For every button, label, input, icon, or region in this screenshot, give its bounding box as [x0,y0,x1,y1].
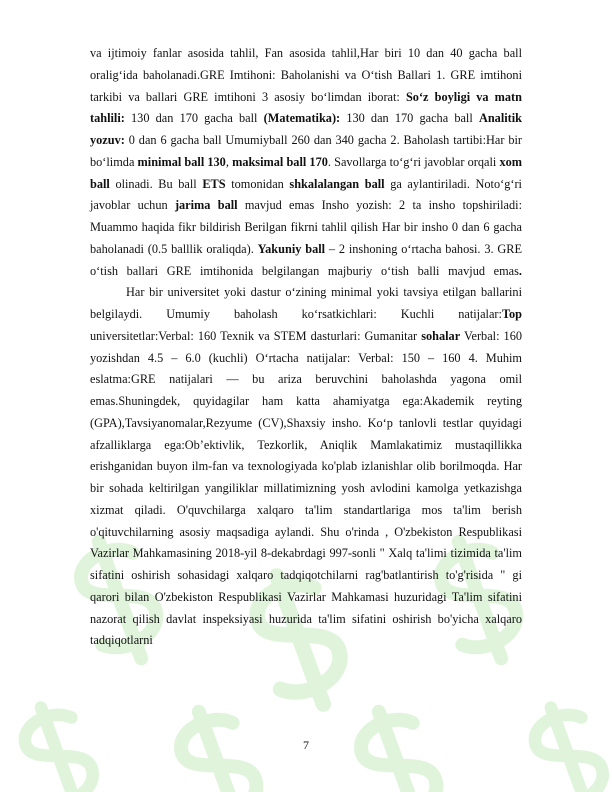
bold-text: xom ball [90,154,523,191]
text-run: va ijtimoiy fanlar asosida tahlil, Fan asosida tahlil,Har biri 10 dan 40 gacha ball oralig‘ida baholanadi.GRE Imtihoni: Baholanishi va O‘tish Ballari 1. GRE imtihoni tarkibi va ballari GRE imtihoni 3 asosiy bo‘limdan iborat: [90,46,522,104]
text-run: . Savollarga to‘g‘ri javoblar orqali [327,154,500,169]
text-run: , [225,154,233,169]
bold-text: minimal ball 130 [137,154,226,169]
bold-text: Top [501,307,522,321]
text-run: Verbal: 160 yozishdan 4.5 – 6.0 (kuchli) O‘rtacha natijalar: Verbal: 150 – 160 4. Muhim eslatma:GRE natijalari — bu ariza beruvchini baholashda yagona omil emas.Shuningdek, quyidagilar ham katta ahamiyatga ega:Akademik reyting (GPA),Tavsiyanomalar,Rezyume (CV),Shaxsiy insho. Ko‘p tanlovli testlar quyidagi afzalliklarga ega:Ob’ektivlik, Tezkorlik, Aniqlik Mamlakatimiz mustaqillikka erishganidan buyon ilm-fan va texnologiyada ko'plab izlanishlar olib borilmoqda. Har bir sohada keltirilgan yangiliklar millatimizning yosh avlodini kamolga yetkazishga xizmat qiladi. O'quvchilarga xalqaro ta'lim standartlariga mos ta'lim berish o'qituvchilarning asosiy maqsadiga aylandi. Shu o'rinda , O'zbekiston Respublikasi Vazirlar Mahkamasining 2018-yil 8-dekabrdagi 997-sonli " Xalq ta'limi tizimida ta'lim sifatini oshirish sohasidagi xalqaro tadqiqotchilarni rag'batlantirish to'g'risida " gi qarori bilan O'zbekiston Respublikasi Vazirlar Mahkamasi huzuridagi Ta'lim sifatini nazorat qilish davlat inspeksiyasi huzurida ta'lim sifatini oshirish bo'yicha xalqaro tadqiqotlarni [90,328,522,648]
text-run: universitetlar:Verbal: 160 Texnik va STEM dasturlari: Gumanitar [90,328,422,343]
text-run: olinadi. Bu ball [109,176,203,191]
bold-text: maksimal ball 170 [232,154,328,169]
text-run: – 2 inshoning o‘rtacha bahosi. 3. GRE o‘tish ballari GRE imtihonida belgilangan majburiy o‘tish balli mavjud emas [90,241,522,278]
text-run: mavjud emas Insho yozish: 2 ta insho topshiriladi: Muammo haqida fikr bildirish Berilgan fikrni tahlil qilish Har bir insho 0 dan 6 gacha baholanadi (0.5 balllik oraliqda). [90,198,522,256]
bold-text: Analitik yozuv: [90,111,523,147]
text-run: 0 dan 6 gacha ball Umumiyball 260 dan 340 gacha 2. Baholash tartibi:Har bir bo‘limda [90,133,522,169]
text-run: tomonidan [225,176,290,191]
bold-text: ETS [202,176,226,191]
bold-text: jarima ball [174,198,238,213]
paragraph-gre-scoring [90,43,522,282]
paragraph-university-requirements [90,282,522,652]
text-run: 130 dan 170 gacha ball [340,111,479,126]
bold-text: . [518,263,522,278]
text-run: 130 dan 170 gacha ball [124,111,264,126]
bold-text: shkalalangan ball [289,176,385,191]
text-run: ga aylantiriladi. Noto‘g‘ri javoblar uchun [90,176,522,213]
text-run: Har bir universitet yoki dastur o‘zining minimal yoki tavsiya etilgan ballarini belgilaydi. Umumiy baholash ko‘rsatkichlari: Kuchli natijalar: [90,285,522,321]
bold-text: Yakuniy ball [257,241,326,256]
bold-text: sohalar [421,328,461,343]
bold-text: (Matematika): [263,111,341,126]
document-body [90,43,522,652]
bold-text: So‘z boyligi va matn tahlili: [90,89,522,126]
page-number: 7 [303,738,309,752]
